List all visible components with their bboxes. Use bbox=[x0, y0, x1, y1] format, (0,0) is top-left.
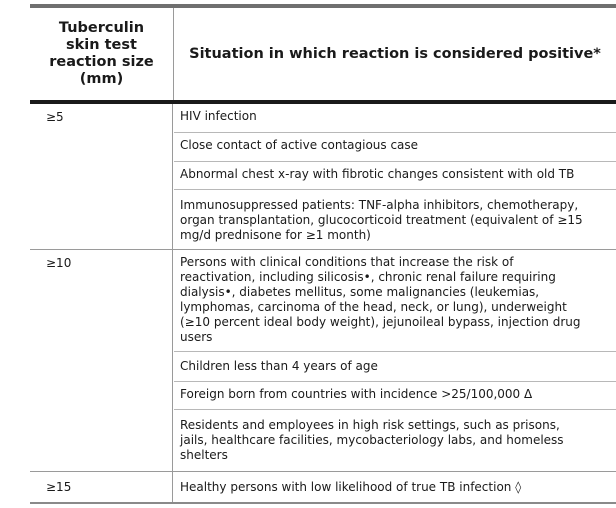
situation-cell bbox=[174, 352, 616, 382]
table-body bbox=[30, 104, 616, 502]
situation-cell bbox=[174, 250, 616, 352]
situation-line: (≥10 percent ideal body weight), jejunoileal bypass, injection drug bbox=[180, 315, 581, 329]
header-col1-line: (mm) bbox=[79, 71, 124, 87]
situation-cell bbox=[174, 162, 616, 190]
situation-line: Immunosuppressed patients: TNF-alpha inhibitors, chemotherapy, bbox=[180, 198, 579, 212]
situation-line: Residents and employees in high risk settings, such as prisons, bbox=[180, 418, 560, 432]
table-group bbox=[30, 104, 616, 250]
situation-line: jails, healthcare facilities, mycobacteriology labs, and homeless bbox=[180, 433, 564, 447]
header-col1-line: Tuberculin bbox=[58, 20, 145, 36]
situation-line: Close contact of active contagious case bbox=[180, 138, 419, 152]
header-situation: Situation in which reaction is considered positive* bbox=[189, 46, 601, 62]
table-header bbox=[30, 8, 616, 100]
situation-line: Persons with clinical conditions that increase the risk of bbox=[180, 255, 514, 269]
header-col1-line: skin test bbox=[66, 37, 137, 53]
situation-cell bbox=[174, 133, 616, 162]
situation-cell bbox=[174, 472, 616, 502]
situation-cell bbox=[174, 104, 616, 133]
situation-line: Foreign born from countries with incidence >25/100,000 Δ bbox=[180, 387, 533, 401]
situation-cell bbox=[174, 410, 616, 472]
table-group bbox=[30, 472, 616, 502]
reaction-size-cell: ≥5 bbox=[30, 104, 173, 249]
situation-line: mg/d prednisone for ≥1 month) bbox=[180, 228, 371, 242]
situation-cell bbox=[174, 190, 616, 250]
table-group bbox=[30, 250, 616, 472]
situation-line: organ transplantation, glucocorticoid treatment (equivalent of ≥15 bbox=[180, 213, 583, 227]
reaction-size-cell: ≥10 bbox=[30, 250, 173, 471]
reaction-size-cell: ≥15 bbox=[30, 472, 173, 502]
situation-line: shelters bbox=[180, 448, 228, 462]
situation-line: users bbox=[180, 330, 213, 344]
situation-line: Children less than 4 years of age bbox=[180, 359, 378, 373]
table-bottom-rule bbox=[30, 502, 616, 504]
situation-line: reactivation, including silicosis•, chronic renal failure requiring bbox=[180, 270, 556, 284]
tst-table bbox=[30, 0, 616, 506]
situation-line: dialysis•, diabetes mellitus, some malignancies (leukemias, bbox=[180, 285, 540, 299]
situation-cell bbox=[174, 382, 616, 410]
situation-line: Healthy persons with low likelihood of true TB infection ◊ bbox=[180, 480, 522, 494]
header-col1-line: reaction size bbox=[49, 54, 154, 70]
situation-line: HIV infection bbox=[180, 109, 257, 123]
situation-line: lymphomas, carcinoma of the head, neck, or lung), underweight bbox=[180, 300, 567, 314]
header-reaction-size bbox=[30, 8, 174, 100]
situation-line: Abnormal chest x-ray with fibrotic changes consistent with old TB bbox=[180, 167, 575, 181]
